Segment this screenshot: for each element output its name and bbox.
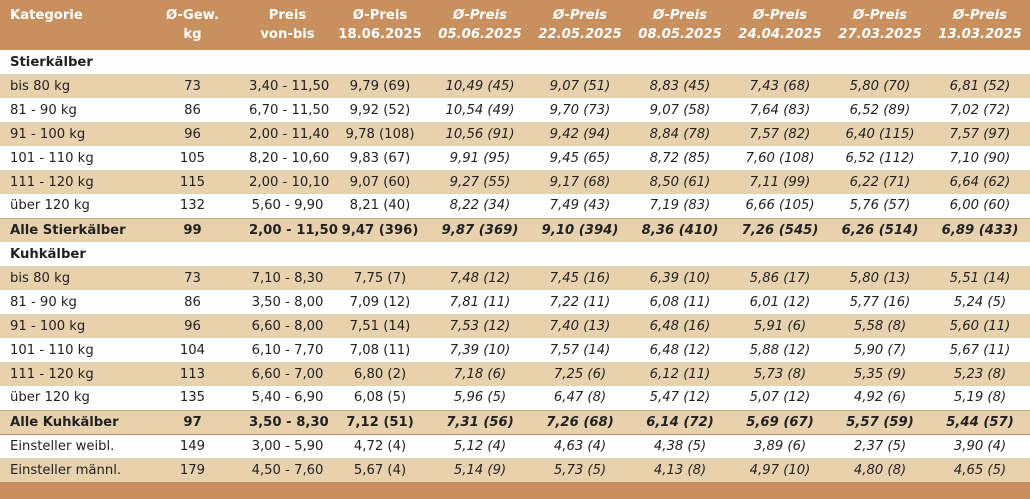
cell-gewicht: 105 <box>140 146 245 170</box>
cell-preis-hist: 9,17 (68) <box>530 170 630 194</box>
cell-preis-hist: 4,13 (8) <box>630 458 730 482</box>
cell-preis-hist: 5,76 (57) <box>830 194 930 218</box>
cell-preis-von-bis: 2,00 - 11,50 <box>245 218 330 242</box>
cell-preis-hist: 6,52 (89) <box>830 98 930 122</box>
cell-preis-hist: 6,22 (71) <box>830 170 930 194</box>
cell-preis-hist: 6,48 (16) <box>630 314 730 338</box>
cell-preis-von-bis: 6,60 - 7,00 <box>245 362 330 386</box>
table-row <box>0 266 1030 290</box>
cell-preis-von-bis: 3,50 - 8,00 <box>245 290 330 314</box>
cell-preis-current: 8,21 (40) <box>330 194 430 218</box>
cell-preis-von-bis: 5,60 - 9,90 <box>245 194 330 218</box>
cell-preis-hist: 5,51 (14) <box>930 266 1030 290</box>
cell-preis-hist: 7,49 (43) <box>530 194 630 218</box>
header-kategorie: Kategorie <box>10 8 83 23</box>
cell-preis-hist: 6,14 (72) <box>630 410 730 434</box>
section-title: Stierkälber <box>0 50 1030 74</box>
cell-preis-hist: 6,00 (60) <box>930 194 1030 218</box>
cell-preis-hist: 6,12 (11) <box>630 362 730 386</box>
cell-gewicht: 115 <box>140 170 245 194</box>
cell-preis-current: 7,51 (14) <box>330 314 430 338</box>
cell-preis-hist: 4,38 (5) <box>630 434 730 458</box>
cell-preis-current: 9,79 (69) <box>330 74 430 98</box>
cell-preis-hist: 5,35 (9) <box>830 362 930 386</box>
cell-kategorie: 81 - 90 kg <box>0 98 140 122</box>
cell-preis-von-bis: 2,00 - 11,40 <box>245 122 330 146</box>
cell-preis-hist: 10,56 (91) <box>430 122 530 146</box>
cell-preis-current: 6,08 (5) <box>330 386 430 410</box>
cell-gewicht: 73 <box>140 266 245 290</box>
cell-kategorie: 91 - 100 kg <box>0 122 140 146</box>
table-row <box>0 98 1030 122</box>
cell-gewicht: 179 <box>140 458 245 482</box>
cell-preis-hist: 5,91 (6) <box>730 314 830 338</box>
header-preis-von-bis: Preis von-bis <box>260 8 315 42</box>
cell-preis-hist: 7,53 (12) <box>430 314 530 338</box>
cell-preis-hist: 9,91 (95) <box>430 146 530 170</box>
cell-preis-hist: 6,26 (514) <box>830 218 930 242</box>
cell-preis-hist: 8,72 (85) <box>630 146 730 170</box>
cell-gewicht: 86 <box>140 290 245 314</box>
cell-gewicht: 96 <box>140 122 245 146</box>
section-row <box>0 242 1030 266</box>
cell-preis-hist: 5,88 (12) <box>730 338 830 362</box>
cell-preis-hist: 7,57 (14) <box>530 338 630 362</box>
cell-preis-hist: 5,73 (5) <box>530 458 630 482</box>
cell-preis-von-bis: 4,50 - 7,60 <box>245 458 330 482</box>
cell-preis-hist: 7,57 (82) <box>730 122 830 146</box>
cell-preis-hist: 10,49 (45) <box>430 74 530 98</box>
header-preis-hist-4: Ø-Preis 24.04.2025 <box>738 8 822 42</box>
cell-preis-hist: 9,45 (65) <box>530 146 630 170</box>
cell-preis-hist: 6,01 (12) <box>730 290 830 314</box>
cell-preis-von-bis: 5,40 - 6,90 <box>245 386 330 410</box>
cell-gewicht: 113 <box>140 362 245 386</box>
cell-kategorie: 111 - 120 kg <box>0 170 140 194</box>
table-body <box>0 50 1030 482</box>
cell-preis-current: 9,07 (60) <box>330 170 430 194</box>
cell-preis-hist: 3,90 (4) <box>930 434 1030 458</box>
cell-preis-hist: 7,45 (16) <box>530 266 630 290</box>
table-row <box>0 386 1030 410</box>
table-row <box>0 314 1030 338</box>
cell-kategorie: 111 - 120 kg <box>0 362 140 386</box>
cell-preis-hist: 8,22 (34) <box>430 194 530 218</box>
cell-preis-hist: 2,37 (5) <box>830 434 930 458</box>
cell-preis-hist: 5,57 (59) <box>830 410 930 434</box>
cell-preis-current: 7,12 (51) <box>330 410 430 434</box>
cell-kategorie: Einsteller männl. <box>0 458 140 482</box>
cell-preis-hist: 5,60 (11) <box>930 314 1030 338</box>
cell-preis-hist: 5,24 (5) <box>930 290 1030 314</box>
cell-preis-current: 9,83 (67) <box>330 146 430 170</box>
cell-kategorie: über 120 kg <box>0 194 140 218</box>
cell-preis-current: 9,78 (108) <box>330 122 430 146</box>
cell-gewicht: 104 <box>140 338 245 362</box>
header-preis-hist-3: Ø-Preis 08.05.2025 <box>638 8 722 42</box>
cell-preis-hist: 6,39 (10) <box>630 266 730 290</box>
cell-gewicht: 86 <box>140 98 245 122</box>
cell-preis-current: 7,08 (11) <box>330 338 430 362</box>
cell-preis-hist: 6,81 (52) <box>930 74 1030 98</box>
cell-preis-hist: 7,22 (11) <box>530 290 630 314</box>
cell-kategorie: Alle Stierkälber <box>0 218 140 242</box>
cell-preis-hist: 6,66 (105) <box>730 194 830 218</box>
cell-preis-hist: 8,36 (410) <box>630 218 730 242</box>
cell-kategorie: 101 - 110 kg <box>0 338 140 362</box>
cell-preis-von-bis: 3,00 - 5,90 <box>245 434 330 458</box>
cell-gewicht: 97 <box>140 410 245 434</box>
cell-preis-von-bis: 6,10 - 7,70 <box>245 338 330 362</box>
cell-kategorie: Alle Kuhkälber <box>0 410 140 434</box>
table-row <box>0 362 1030 386</box>
cell-preis-hist: 7,18 (6) <box>430 362 530 386</box>
cell-preis-hist: 6,52 (112) <box>830 146 930 170</box>
cell-preis-von-bis: 2,00 - 10,10 <box>245 170 330 194</box>
cell-preis-hist: 10,54 (49) <box>430 98 530 122</box>
section-title: Kuhkälber <box>0 242 1030 266</box>
cell-preis-hist: 6,64 (62) <box>930 170 1030 194</box>
cell-preis-current: 4,72 (4) <box>330 434 430 458</box>
cell-preis-hist: 5,47 (12) <box>630 386 730 410</box>
cell-preis-hist: 8,84 (78) <box>630 122 730 146</box>
cell-preis-hist: 7,10 (90) <box>930 146 1030 170</box>
cell-preis-hist: 9,10 (394) <box>530 218 630 242</box>
cell-preis-hist: 5,07 (12) <box>730 386 830 410</box>
cell-preis-hist: 4,63 (4) <box>530 434 630 458</box>
cell-preis-hist: 6,89 (433) <box>930 218 1030 242</box>
cell-preis-von-bis: 3,40 - 11,50 <box>245 74 330 98</box>
cell-preis-hist: 5,86 (17) <box>730 266 830 290</box>
cell-preis-hist: 5,80 (13) <box>830 266 930 290</box>
cell-preis-current: 7,09 (12) <box>330 290 430 314</box>
cell-gewicht: 132 <box>140 194 245 218</box>
cell-preis-hist: 7,64 (83) <box>730 98 830 122</box>
table-row <box>0 290 1030 314</box>
cell-preis-hist: 4,97 (10) <box>730 458 830 482</box>
header-gewicht: Ø-Gew. kg <box>165 8 220 42</box>
cell-preis-current: 7,75 (7) <box>330 266 430 290</box>
cell-preis-hist: 5,19 (8) <box>930 386 1030 410</box>
cell-preis-hist: 9,70 (73) <box>530 98 630 122</box>
header-preis-hist-5: Ø-Preis 27.03.2025 <box>838 8 922 42</box>
cell-preis-current: 9,47 (396) <box>330 218 430 242</box>
header-preis-current: Ø-Preis 18.06.2025 <box>338 8 422 42</box>
cell-gewicht: 99 <box>140 218 245 242</box>
cell-preis-hist: 5,80 (70) <box>830 74 930 98</box>
cell-preis-hist: 7,02 (72) <box>930 98 1030 122</box>
table-row <box>0 170 1030 194</box>
table-row <box>0 434 1030 458</box>
cell-kategorie: bis 80 kg <box>0 266 140 290</box>
cell-preis-hist: 5,23 (8) <box>930 362 1030 386</box>
cell-kategorie: 101 - 110 kg <box>0 146 140 170</box>
cell-preis-hist: 5,96 (5) <box>430 386 530 410</box>
cell-preis-hist: 5,90 (7) <box>830 338 930 362</box>
cell-gewicht: 73 <box>140 74 245 98</box>
cell-preis-hist: 9,07 (51) <box>530 74 630 98</box>
table-row <box>0 194 1030 218</box>
cell-kategorie: Einsteller weibl. <box>0 434 140 458</box>
cell-kategorie: über 120 kg <box>0 386 140 410</box>
cell-preis-hist: 8,50 (61) <box>630 170 730 194</box>
cell-preis-hist: 6,47 (8) <box>530 386 630 410</box>
cell-preis-hist: 5,73 (8) <box>730 362 830 386</box>
cell-preis-current: 9,92 (52) <box>330 98 430 122</box>
header-preis-hist-1: Ø-Preis 05.06.2025 <box>438 8 522 42</box>
cell-preis-hist: 5,44 (57) <box>930 410 1030 434</box>
total-row <box>0 410 1030 434</box>
cell-preis-hist: 7,26 (545) <box>730 218 830 242</box>
cell-preis-von-bis: 6,70 - 11,50 <box>245 98 330 122</box>
cell-preis-hist: 7,40 (13) <box>530 314 630 338</box>
header-preis-hist-2: Ø-Preis 22.05.2025 <box>538 8 622 42</box>
cell-preis-hist: 7,39 (10) <box>430 338 530 362</box>
cell-preis-hist: 4,80 (8) <box>830 458 930 482</box>
cell-preis-hist: 9,07 (58) <box>630 98 730 122</box>
cell-preis-hist: 5,69 (67) <box>730 410 830 434</box>
cell-preis-hist: 5,58 (8) <box>830 314 930 338</box>
cell-gewicht: 149 <box>140 434 245 458</box>
cell-preis-hist: 7,60 (108) <box>730 146 830 170</box>
footer-bar-cell <box>0 482 1030 499</box>
cell-preis-hist: 7,26 (68) <box>530 410 630 434</box>
cell-gewicht: 135 <box>140 386 245 410</box>
cell-preis-hist: 7,43 (68) <box>730 74 830 98</box>
cell-preis-hist: 4,65 (5) <box>930 458 1030 482</box>
cell-preis-hist: 7,81 (11) <box>430 290 530 314</box>
cell-preis-hist: 5,77 (16) <box>830 290 930 314</box>
table-row <box>0 338 1030 362</box>
cell-preis-hist: 5,14 (9) <box>430 458 530 482</box>
cell-preis-current: 5,67 (4) <box>330 458 430 482</box>
section-row <box>0 50 1030 74</box>
cell-preis-current: 6,80 (2) <box>330 362 430 386</box>
cell-preis-hist: 9,42 (94) <box>530 122 630 146</box>
cell-preis-hist: 9,87 (369) <box>430 218 530 242</box>
cell-preis-hist: 5,12 (4) <box>430 434 530 458</box>
cell-kategorie: 81 - 90 kg <box>0 290 140 314</box>
cell-preis-von-bis: 3,50 - 8,30 <box>245 410 330 434</box>
cell-preis-hist: 6,48 (12) <box>630 338 730 362</box>
cell-preis-hist: 7,57 (97) <box>930 122 1030 146</box>
cell-preis-hist: 7,31 (56) <box>430 410 530 434</box>
cell-kategorie: 91 - 100 kg <box>0 314 140 338</box>
cell-preis-von-bis: 7,10 - 8,30 <box>245 266 330 290</box>
cell-preis-hist: 9,27 (55) <box>430 170 530 194</box>
footer-bar <box>0 482 1030 499</box>
cell-preis-von-bis: 8,20 - 10,60 <box>245 146 330 170</box>
cell-preis-hist: 6,08 (11) <box>630 290 730 314</box>
table-row <box>0 146 1030 170</box>
cell-preis-hist: 7,11 (99) <box>730 170 830 194</box>
cell-preis-hist: 8,83 (45) <box>630 74 730 98</box>
cell-preis-hist: 5,67 (11) <box>930 338 1030 362</box>
cell-kategorie: bis 80 kg <box>0 74 140 98</box>
cell-preis-hist: 7,48 (12) <box>430 266 530 290</box>
cell-preis-hist: 7,25 (6) <box>530 362 630 386</box>
total-row <box>0 218 1030 242</box>
header-preis-hist-6: Ø-Preis 13.03.2025 <box>938 8 1022 42</box>
cell-preis-hist: 3,89 (6) <box>730 434 830 458</box>
header-row <box>0 0 1030 50</box>
table-row <box>0 122 1030 146</box>
table-row <box>0 458 1030 482</box>
cell-gewicht: 96 <box>140 314 245 338</box>
cell-preis-hist: 7,19 (83) <box>630 194 730 218</box>
cell-preis-hist: 4,92 (6) <box>830 386 930 410</box>
cell-preis-von-bis: 6,60 - 8,00 <box>245 314 330 338</box>
table-row <box>0 74 1030 98</box>
cell-preis-hist: 6,40 (115) <box>830 122 930 146</box>
